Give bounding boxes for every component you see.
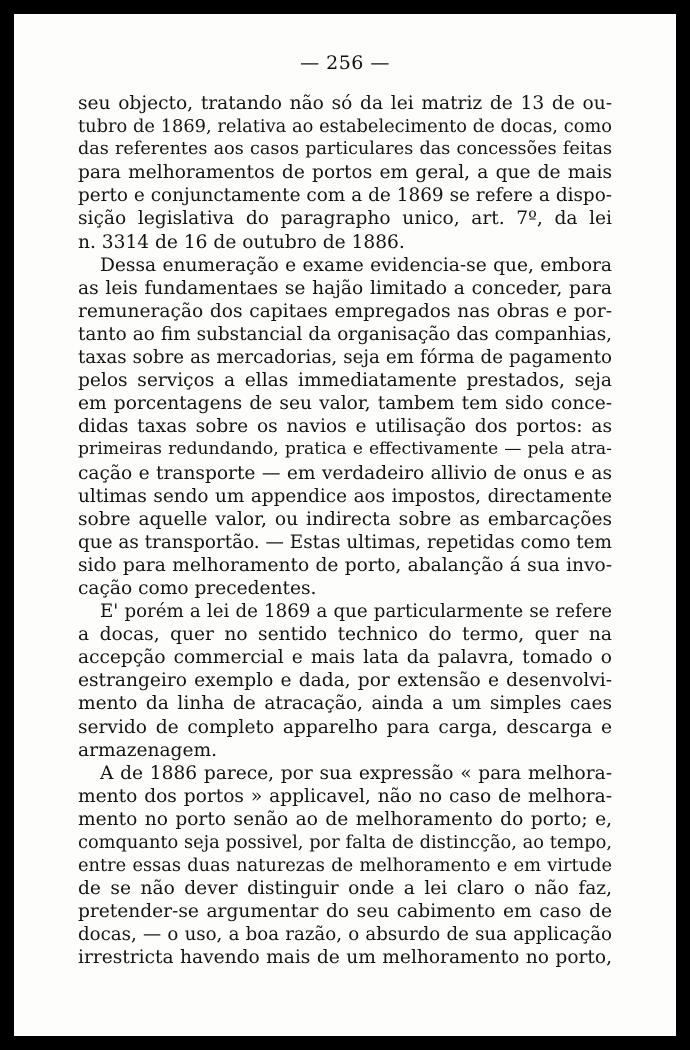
text-line: cação e transporte — em verdadeiro allivio de onus e as [78,462,612,484]
text-line: docas, — o uso, a boa razão, o absurdo de sua applicação [78,924,612,946]
text-line: accepção commercial e mais lata da palavra, tomado o [78,647,612,669]
body-text [78,92,612,970]
text-line: das referentes aos casos particulares das concessões feitas [78,139,612,160]
text-line: ultimas sendo um appendice aos impostos, directamente [78,485,612,507]
text-line: A de 1886 parece, por sua expressão « para melhora- [100,762,612,784]
text-line: primeiras redundando, pratica e effectivamente — pela atra- [78,439,612,460]
text-line: taxas sobre as mercadorias, seja em fórma de pagamento [78,347,612,369]
text-line: as leis fundamentaes se hajão limitado a conceder, para [78,277,612,299]
text-line: E' porém a lei de 1869 a que particularmente se refere [100,601,612,623]
text-line: armazenagem. [78,739,217,761]
text-line: em porcentagens de seu valor, tambem tem sido conce- [78,393,612,415]
page-number: — 256 — [300,52,390,74]
text-line: irrestricta havendo mais de um melhoramento no porto, [78,947,612,969]
text-line: didas taxas sobre os navios e utilisação dos portos: as [78,416,612,438]
text-line: de se não dever distinguir onde a lei claro o não faz, [78,878,612,900]
text-line: tubro de 1869, relativa ao estabelecimento de docas, como [78,116,612,138]
document-page [14,14,676,1036]
text-line: pretender-se argumentar do seu cabimento em caso de [78,901,612,923]
text-line: sido para melhoramento de porto, abalanção á sua invo- [78,554,612,576]
text-line: Dessa enumeração e exame evidencia-se que, embora [100,254,612,276]
text-line: mento dos portos » applicavel, não no caso de melhora- [78,785,612,807]
text-line: perto e conjunctamente com a de 1869 se refere a dispo- [78,185,612,207]
text-line: entre essas duas naturezas de melhoramento e em virtude [78,855,612,877]
text-line: cação como precedentes. [78,577,317,599]
text-line: estrangeiro exemplo e dada, por extensão e desenvolvi- [78,670,612,692]
text-line: remuneração dos capitaes empregados nas obras e por- [78,300,612,322]
text-line: sição legislativa do paragrapho unico, art. 7º, da lei [78,208,612,230]
text-line: n. 3314 de 16 de outubro de 1886. [78,231,405,253]
text-line: comquanto seja possivel, por falta de distincção, ao tempo, [78,832,612,853]
text-line: pelos serviços a ellas immediatamente prestados, seja [78,370,612,392]
text-line: que as transportão. — Estas ultimas, repetidas como tem [78,531,612,553]
text-line: mento no porto senão ao de melhoramento do porto; e, [78,808,612,830]
text-line: mento da linha de atracação, ainda a um simples caes [78,693,612,715]
text-line: servido de completo apparelho para carga, descarga e [78,716,612,738]
text-line: sobre aquelle valor, ou indirecta sobre as embarcações [78,508,612,530]
text-line: tanto ao fim substancial da organisação das companhias, [78,323,612,345]
text-line: seu objecto, tratando não só da lei matriz de 13 de ou- [78,93,612,114]
text-line: para melhoramentos de portos em geral, a que de mais [78,162,612,184]
text-line: a docas, quer no sentido technico do termo, quer na [78,624,612,646]
